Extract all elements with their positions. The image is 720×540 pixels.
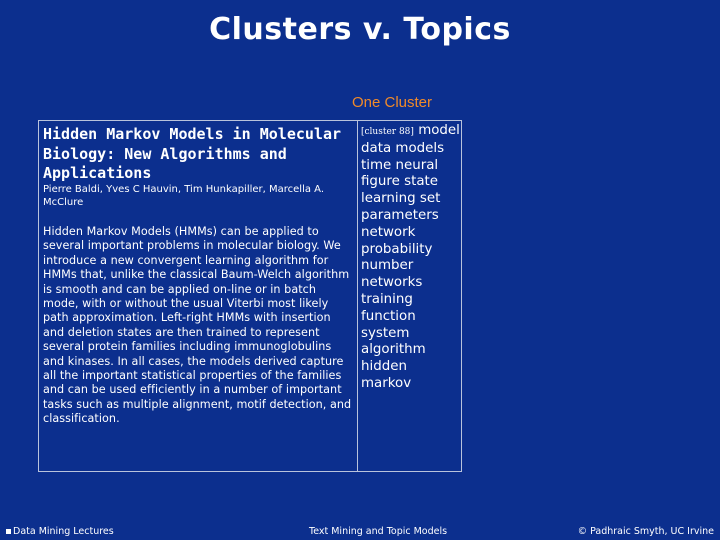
column-divider: [357, 121, 358, 471]
cluster-tag: [cluster 88]: [361, 127, 414, 137]
footer-right: © Padhraic Smyth, UC Irvine: [577, 526, 714, 537]
document-title: Hidden Markov Models in Molecular Biology: New Algorithms and Applications: [43, 125, 342, 182]
footer-center: Text Mining and Topic Models: [309, 526, 448, 537]
slide-title: Clusters v. Topics: [209, 12, 511, 47]
cluster-heading: One Cluster: [351, 94, 433, 111]
footer-left: [6, 526, 114, 537]
cluster-word-list: [361, 123, 461, 393]
document-abstract: Hidden Markov Models (HMMs) can be applied to several important problems in molecular biology. We introduce a new convergent learning algorithm for HMMs that, unlike the classical Baum-Welch algorithm is smooth and can be applied on-line or in batch mode, with or without the usual Viterbi most likely path approximation. Left-right HMMs with insertion and deletion states are then trained to represent several protein families including immunoglobulins and kinases. In all cases, the models derived capture all the important statistical properties of the families and can be used efficiently in a number of important tasks such as multiple alignment, motif detection, and classification.: [43, 225, 352, 426]
footer-left-text: Data Mining Lectures: [13, 526, 114, 537]
bullet-icon: [6, 529, 11, 534]
comparison-box: [38, 120, 462, 472]
cluster-words: model data models time neural figure state learning set parameters network probability number networks training function system algorithm hidden markov: [361, 123, 460, 391]
document-authors: Pierre Baldi, Yves C Hauvin, Tim Hunkapiller, Marcella A. McClure: [43, 184, 325, 208]
